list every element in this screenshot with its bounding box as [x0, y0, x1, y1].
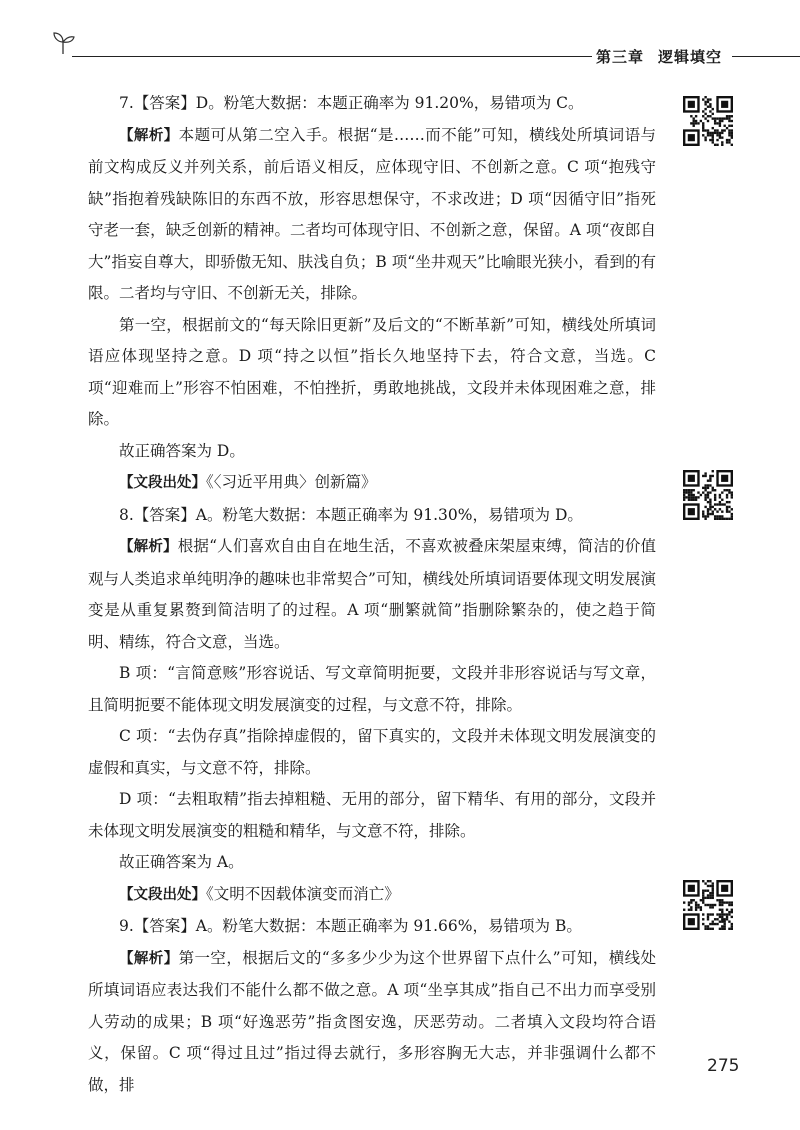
paragraph-text: 9.【答案】A。粉笔大数据：本题正确率为 91.66%，易错项为 B。	[119, 917, 582, 935]
paragraph	[88, 721, 656, 784]
header-rule-left	[72, 56, 592, 57]
paragraph	[88, 658, 656, 721]
header-rule-right	[732, 56, 800, 57]
section-tag: 【文段出处】	[119, 886, 206, 903]
page-number: 275	[707, 1056, 740, 1076]
paragraph-text: 第一空，根据后文的“多多少少为这个世界留下点什么”可知，横线处所填词语应表达我们不能什么都不做之意。A 项“坐享其成”指自己不出力而享受别人劳动的成果；B 项“好逸恶劳”指贪图安逸，厌恶劳动。二者填入文段均符合语义，保留。C 项“得过且过”指过得去就行，多形容胸无大志，并非强调什么都不做，排	[88, 948, 656, 1094]
section-title: 逻辑填空	[658, 48, 723, 66]
paragraph-text: C 项：“去伪存真”指除掉虚假的，留下真实的，文段并未体现文明发展演变的虚假和真实，与文意不符，排除。	[88, 727, 656, 777]
paragraph-text: 根据“人们喜欢自由自在地生活，不喜欢被叠床架屋束缚，简洁的价值观与人类追求单纯明净的趣味也非常契合”可知，横线处所填词语要体现文明发展演变是从重复累赘到简洁明了的过程。A 项“删繁就简”指删除繁杂的，使之趋于简明、精练，符合文意，当选。	[88, 537, 656, 651]
paragraph	[88, 784, 656, 847]
page-body	[88, 88, 656, 1101]
chapter-title	[596, 46, 736, 67]
paragraph-text: 7.【答案】D。粉笔大数据：本题正确率为 91.20%，易错项为 C。	[119, 94, 584, 112]
section-tag: 【解析】	[119, 950, 179, 967]
paragraph-text: B 项：“言简意赅”形容说话、写文章简明扼要，文段并非形容说话与写文章，且简明扼要不能体现文明发展演变的过程，与文意不符，排除。	[88, 664, 656, 714]
paragraph-text: 故正确答案为 D。	[119, 441, 245, 460]
paragraph	[88, 120, 656, 310]
paragraph	[88, 531, 656, 658]
paragraph-text: 第一空，根据前文的“每天除旧更新”及后文的“不断革新”可知，横线处所填词语应体现坚持之意。D 项“持之以恒”指长久地坚持下去，符合文意，当选。C 项“迎难而上”形容不怕困难，不怕挫折，勇敢地挑战，文段并未体现困难之意，排除。	[88, 315, 656, 428]
paragraph	[88, 500, 656, 532]
section-tag: 【解析】	[119, 127, 179, 144]
paragraph	[88, 911, 656, 943]
paragraph-text: 《〈习近平用典〉创新篇》	[206, 473, 377, 491]
paragraph-text: 故正确答案为 A。	[119, 853, 244, 871]
page-header	[0, 0, 800, 80]
paragraph	[88, 467, 656, 500]
paragraph-text: 8.【答案】A。粉笔大数据：本题正确率为 91.30%，易错项为 D。	[119, 505, 583, 524]
paragraph	[88, 943, 656, 1102]
paragraph	[88, 310, 656, 436]
paragraph-text: 《文明不因载体演变而消亡》	[206, 884, 400, 903]
paragraph-text: D 项：“去粗取精”指去掉粗糙、无用的部分，留下精华、有用的部分，文段并未体现文明发展演变的粗糙和精华，与文意不符，排除。	[88, 790, 656, 840]
qr-code-icon[interactable]	[683, 96, 733, 146]
chapter-number: 第三章	[596, 48, 645, 66]
qr-code-icon[interactable]	[683, 880, 733, 930]
paragraph	[88, 879, 656, 912]
paragraph	[88, 436, 656, 468]
paragraph	[88, 847, 656, 879]
section-tag: 【解析】	[119, 539, 178, 555]
paragraph	[88, 88, 656, 120]
qr-code-icon[interactable]	[683, 470, 733, 520]
paragraph-text: 本题可从第二空入手。根据“是……而不能”可知，横线处所填词语与前文构成反义并列关系，前后语义相反，应体现守旧、不创新之意。C 项“抱残守缺”指抱着残缺陈旧的东西不放，形容思想保守，不求改进；D 项“因循守旧”指死守老一套，缺乏创新的精神。二者均可体现守旧、不创新之意，保留。A 项“夜郎自大”指妄自尊大，即骄傲无知、肤浅自负；B 项“坐井观天”比喻眼光狭小，看到的有限。二者均与守旧、不创新无关，排除。	[88, 125, 656, 302]
section-tag: 【文段出处】	[119, 475, 206, 491]
